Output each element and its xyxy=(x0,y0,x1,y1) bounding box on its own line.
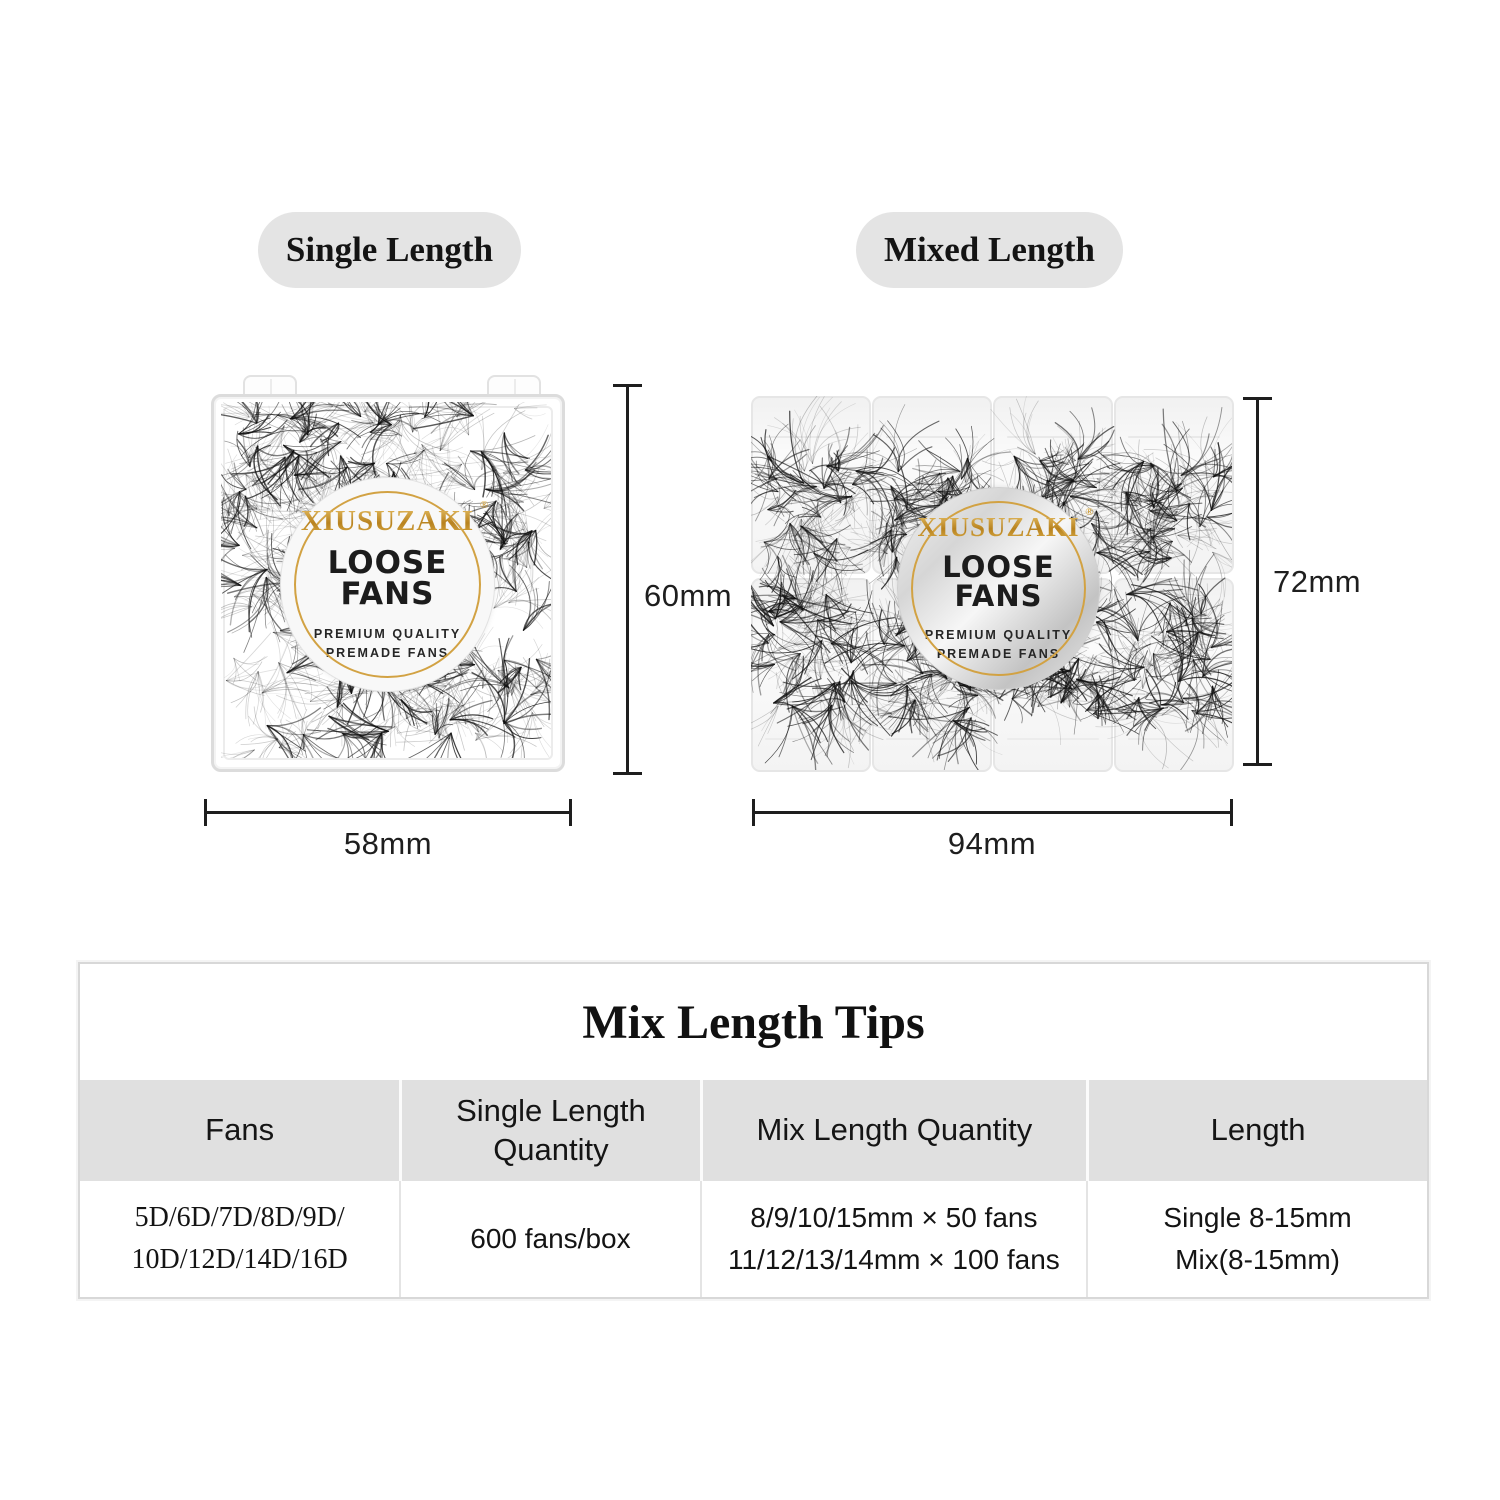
header-single-length-quantity: Single Length Quantity xyxy=(399,1080,699,1181)
cell-mix-length-quantity: 8/9/10/15mm × 50 fans 11/12/13/14mm × 100 fans xyxy=(700,1181,1087,1297)
mixed-width-cap-left xyxy=(752,799,755,826)
label-subtitle-1: PREMIUM QUALITY xyxy=(313,627,462,642)
mixed-width-line xyxy=(753,811,1232,814)
single-width-value: 58mm xyxy=(343,826,433,861)
single-height-cap-bottom xyxy=(613,772,642,775)
cell-length: Single 8-15mm Mix(8-15mm) xyxy=(1086,1181,1427,1297)
single-width-cap-right xyxy=(569,799,572,826)
single-length-badge-label: Single Length xyxy=(285,230,494,269)
single-height-cap-top xyxy=(613,384,642,387)
label-subtitle-2: PREMADE FANS xyxy=(936,646,1061,661)
label-subtitle-2: PREMADE FANS xyxy=(325,645,450,660)
mixed-height-value: 72mm xyxy=(1273,564,1362,599)
mixed-height-line xyxy=(1256,398,1259,766)
single-width-cap-left xyxy=(204,799,207,826)
brand-text: XIUSUZAKI xyxy=(300,505,475,538)
product-title: LOOSE FANS xyxy=(942,550,1055,614)
single-box-round-label xyxy=(280,477,495,692)
label-subtitle-1: PREMIUM QUALITY xyxy=(924,628,1073,643)
mix-length-tips-table xyxy=(78,962,1429,1299)
single-height-value: 60mm xyxy=(644,578,733,613)
table-title: Mix Length Tips xyxy=(582,995,925,1049)
cell-fans: 5D/6D/7D/8D/9D/ 10D/12D/14D/16D xyxy=(131,1202,348,1275)
header-mix-length-quantity: Mix Length Quantity xyxy=(700,1080,1087,1181)
product-title: LOOSE FANS xyxy=(327,545,448,613)
table-data-row xyxy=(80,1181,1427,1297)
table-header-row xyxy=(80,1080,1427,1181)
single-width-line xyxy=(205,811,571,814)
header-fans: Fans xyxy=(205,1112,275,1148)
single-height-line xyxy=(626,385,629,775)
brand-name xyxy=(300,499,489,538)
brand-text: XIUSUZAKI xyxy=(917,512,1080,543)
mixed-box-round-label xyxy=(897,487,1100,690)
mixed-height-cap-bottom xyxy=(1243,763,1272,766)
mixed-length-badge xyxy=(856,212,1123,288)
brand-name xyxy=(917,506,1094,543)
mixed-length-badge-label: Mixed Length xyxy=(884,230,1095,269)
registered-mark: ® xyxy=(479,499,489,512)
registered-mark: ® xyxy=(1085,506,1094,519)
mixed-width-value: 94mm xyxy=(947,826,1037,861)
mixed-height-cap-top xyxy=(1243,397,1272,400)
single-length-badge xyxy=(258,212,521,288)
cell-single-length-quantity: 600 fans/box xyxy=(399,1181,699,1297)
header-length: Length xyxy=(1086,1080,1427,1181)
mixed-width-cap-right xyxy=(1230,799,1233,826)
